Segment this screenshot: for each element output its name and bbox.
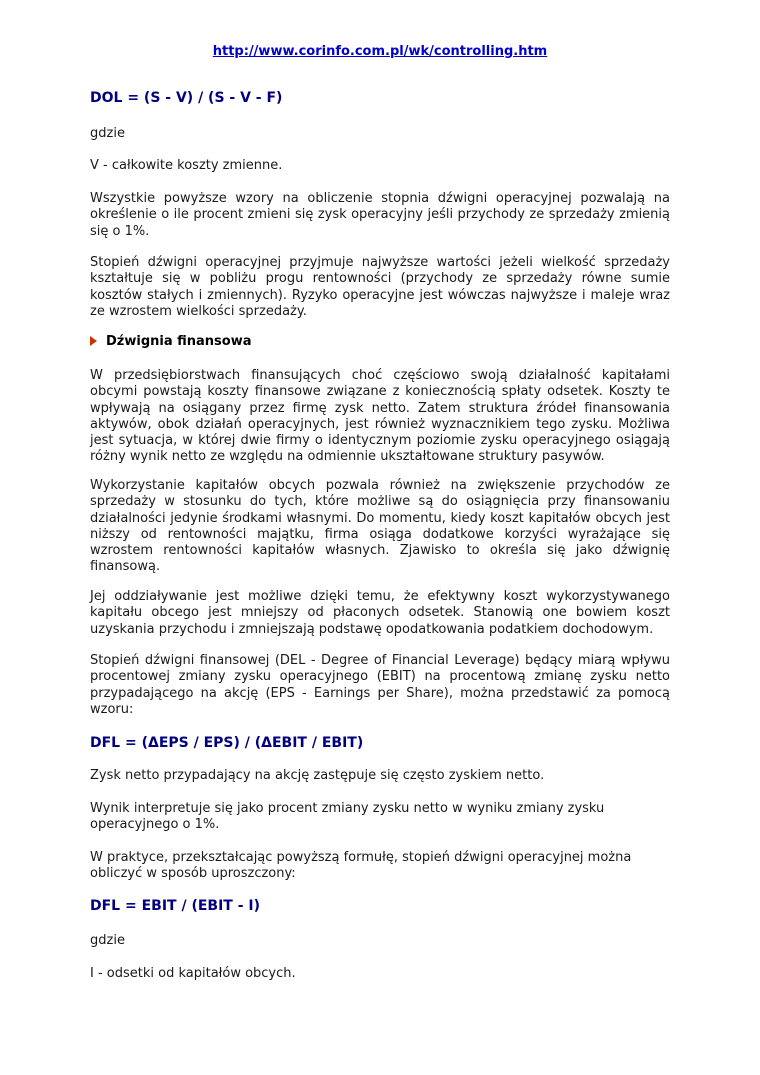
dfl-delta-formula: DFL = (ΔEPS / EPS) / (ΔEBIT / EBIT) [90,735,364,751]
praktyce-text-line-1: W praktyce, przekształcając powyższą formułę, stopień dźwigni operacyjnej można [90,850,632,865]
v-definition: V - całkowite koszty zmienne. [90,158,283,173]
bullet-arrow-icon [90,336,97,346]
gdzie-label-2: gdzie [90,933,125,948]
praktyce-text-line-2: obliczyć w sposób uproszczony: [90,866,296,881]
paragraph-wzory: Wszystkie powyższe wzory na obliczenie stopnia dźwigni operacyjnej pozwalają na określenie o ile procent zmieni się zysk operacyjny jeśli przychody ze sprzedaży zmienią się o 1%. [90,191,670,239]
zysk-netto-text: Zysk netto przypadający na akcję zastępuje się często zyskiem netto. [90,768,545,783]
dfl-simple-formula: DFL = EBIT / (EBIT - I) [90,898,260,914]
gdzie-label: gdzie [90,126,125,141]
i-definition: I - odsetki od kapitałów obcych. [90,966,296,981]
wynik-text-line-1: Wynik interpretuje się jako procent zmiany zysku netto w wyniku zmiany zysku [90,801,605,816]
paragraph-wykorzystanie: Wykorzystanie kapitałów obcych pozwala również na zwiększenie przychodów ze sprzedaży w stosunku do tych, które możliwe są do osiągnięcia przy finansowaniu działalności jedynie środkami własnymi. Do momentu, kiedy koszt kapitałów obcych jest niższy od rentowności majątku, firma osiąga dodatkowe korzyści wyrażające się wzrostem rentowności kapitałów własnych. Zjawisko to określa się jako dźwignię finansową. [90,478,670,575]
source-url-link[interactable]: http://www.corinfo.com.pl/wk/controlling.htm [212,44,548,59]
paragraph-del: Stopień dźwigni finansowej (DEL - Degree of Financial Leverage) będący miarą wpływu procentowej zmiany zysku operacyjnego (EBIT) na procentową zmianę zysku netto przypadającego na akcję (EPS - Earnings per Share), można przedstawić za pomocą wzoru: [90,653,670,717]
section-heading [90,334,252,352]
paragraph-oddzialywanie: Jej oddziaływanie jest możliwe dzięki temu, że efektywny koszt wykorzystywanego kapitału obcego jest mniejszy od płaconych odsetek. Stanowią one bowiem koszt uzyskania przychodu i zmniejszają podstawę opodatkowania podatkiem dochodowym. [90,589,670,637]
paragraph-stopien: Stopień dźwigni operacyjnej przyjmuje najwyższe wartości jeżeli wielkość sprzedaży kształtuje się w pobliżu progu rentowności (przychody ze sprzedaży równe sumie kosztów stałych i zmiennych). Ryzyko operacyjne jest wówczas najwyższe i maleje wraz ze wzrostem wielkości sprzedaży. [90,255,670,319]
dol-formula: DOL = (S - V) / (S - V - F) [90,90,283,106]
paragraph-przedsiebiorstwa: W przedsiębiorstwach finansujących choć częściowo swoją działalność kapitałami obcymi powstają koszty finansowe związane z koniecznością spłaty odsetek. Koszty te wpływają na osiągany przez firmę zysk netto. Zatem struktura źródeł finansowania aktywów, obok działań operacyjnych, jest również wyznacznikiem tego zysku. Możliwa jest sytuacja, w której dwie firmy o identycznym poziomie zysku operacyjnego osiągają różny wynik netto ze względu na odmiennie ukształtowane struktury pasywów. [90,368,670,465]
section-title: Dźwignia finansowa [106,334,252,349]
wynik-text-line-2: operacyjnego o 1%. [90,817,220,832]
